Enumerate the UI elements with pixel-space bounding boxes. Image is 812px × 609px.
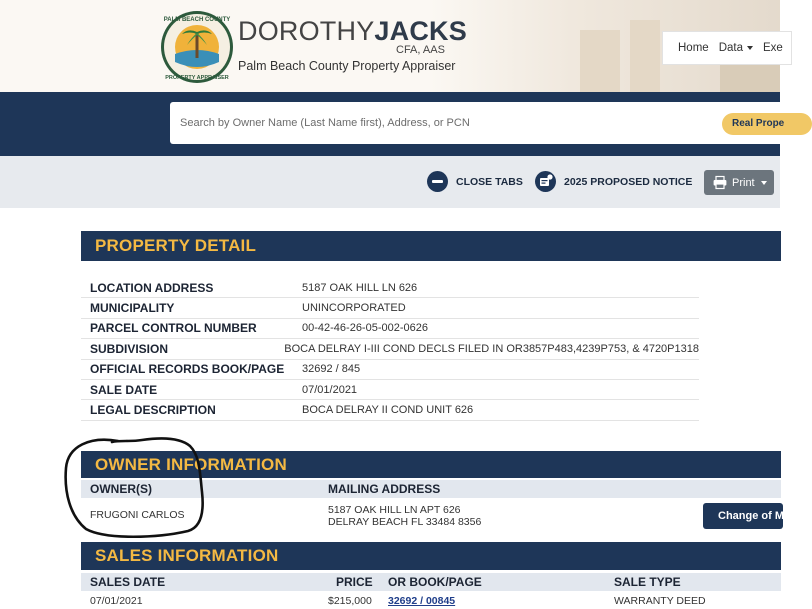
sale-date-cell: 07/01/2021 (90, 595, 143, 607)
detail-row (81, 319, 699, 339)
mailing-address-line2: DELRAY BEACH FL 33484 8356 (328, 516, 482, 528)
detail-row (81, 380, 699, 400)
notice-badge-icon (535, 171, 556, 192)
owner-information-header: OWNER INFORMATION (81, 451, 781, 478)
sale-type-cell: WARRANTY DEED (614, 595, 706, 607)
detail-value: 07/01/2021 (302, 383, 358, 396)
detail-label: LEGAL DESCRIPTION (90, 403, 216, 418)
detail-row (81, 360, 699, 380)
minus-circle-icon (427, 171, 448, 192)
brand-first-name: DOROTHY (238, 16, 375, 46)
proposed-notice-button[interactable] (535, 171, 692, 192)
chevron-down-icon (747, 46, 753, 50)
brand-credentials: CFA, AAS (396, 44, 445, 56)
price-column-header: PRICE (336, 575, 373, 589)
detail-label: SALE DATE (90, 382, 158, 397)
detail-label: MUNICIPALITY (90, 301, 175, 316)
owner-column-headers (81, 480, 781, 498)
detail-row (81, 339, 699, 359)
seal-text-top: PALM BEACH COUNTY (163, 17, 231, 23)
nav-home[interactable]: Home (678, 42, 709, 54)
table-row (81, 595, 781, 609)
search-box (170, 102, 790, 144)
print-label: Print (732, 176, 755, 189)
close-tabs-label: CLOSE TABS (456, 175, 523, 188)
nav-data-label: Data (718, 42, 743, 54)
detail-value: BOCA DELRAY II COND UNIT 626 (302, 404, 474, 417)
detail-value: BOCA DELRAY I-III COND DECLS FILED IN OR3857P483,4239P753, & 4720P1318 (284, 342, 699, 355)
brand-last-name: JACKS (374, 16, 467, 46)
detail-row (81, 400, 699, 420)
sale-price-cell: $215,000 (328, 595, 372, 607)
search-input[interactable] (180, 112, 700, 134)
close-tabs-button[interactable] (427, 171, 523, 192)
search-band (0, 92, 785, 156)
owner-name: FRUGONI CARLOS (90, 509, 185, 521)
sales-information-header: SALES INFORMATION (81, 542, 781, 570)
or-book-page-link[interactable]: 32692 / 00845 (388, 595, 456, 607)
seal-text-bottom: PROPERTY APPRAISER (165, 75, 229, 81)
action-toolbar (0, 156, 780, 208)
site-header (0, 0, 783, 92)
sales-date-column-header: SALES DATE (90, 575, 166, 589)
detail-label: PARCEL CONTROL NUMBER (90, 321, 257, 336)
printer-icon (713, 176, 727, 189)
detail-value: UNINCORPORATED (302, 302, 406, 315)
or-book-page-column-header: OR BOOK/PAGE (388, 575, 482, 589)
nav-data[interactable] (719, 42, 753, 54)
top-nav (662, 31, 792, 65)
proposed-notice-label: 2025 PROPOSED NOTICE (564, 175, 693, 188)
detail-row (81, 298, 699, 318)
detail-value: 32692 / 845 (302, 363, 361, 376)
property-detail-table (81, 278, 699, 421)
brand-subtitle: Palm Beach County Property Appraiser (238, 59, 456, 73)
real-property-pill-button[interactable]: Real Prope (722, 113, 812, 135)
sales-column-headers (81, 573, 781, 591)
brand-name[interactable] (238, 18, 467, 45)
county-seal-logo[interactable] (160, 10, 234, 84)
detail-label: LOCATION ADDRESS (90, 280, 214, 295)
change-of-mailing-address-button[interactable]: Change of M (703, 503, 783, 529)
detail-row (81, 278, 699, 298)
detail-value: 00-42-46-26-05-002-0626 (302, 322, 428, 335)
owners-column-header: OWNER(S) (90, 482, 152, 496)
chevron-down-icon (761, 181, 767, 185)
mailing-address-line1: 5187 OAK HILL LN APT 626 (328, 504, 461, 516)
property-detail-header: PROPERTY DETAIL (81, 231, 781, 261)
print-dropdown-button[interactable] (704, 170, 774, 195)
detail-label: OFFICIAL RECORDS BOOK/PAGE (90, 362, 285, 377)
mailing-address-column-header: MAILING ADDRESS (328, 482, 441, 496)
detail-value: 5187 OAK HILL LN 626 (302, 281, 418, 294)
mailing-address (328, 504, 481, 528)
sale-type-column-header: SALE TYPE (614, 575, 681, 589)
nav-exe[interactable]: Exe (762, 42, 783, 54)
detail-label: SUBDIVISION (90, 341, 169, 356)
